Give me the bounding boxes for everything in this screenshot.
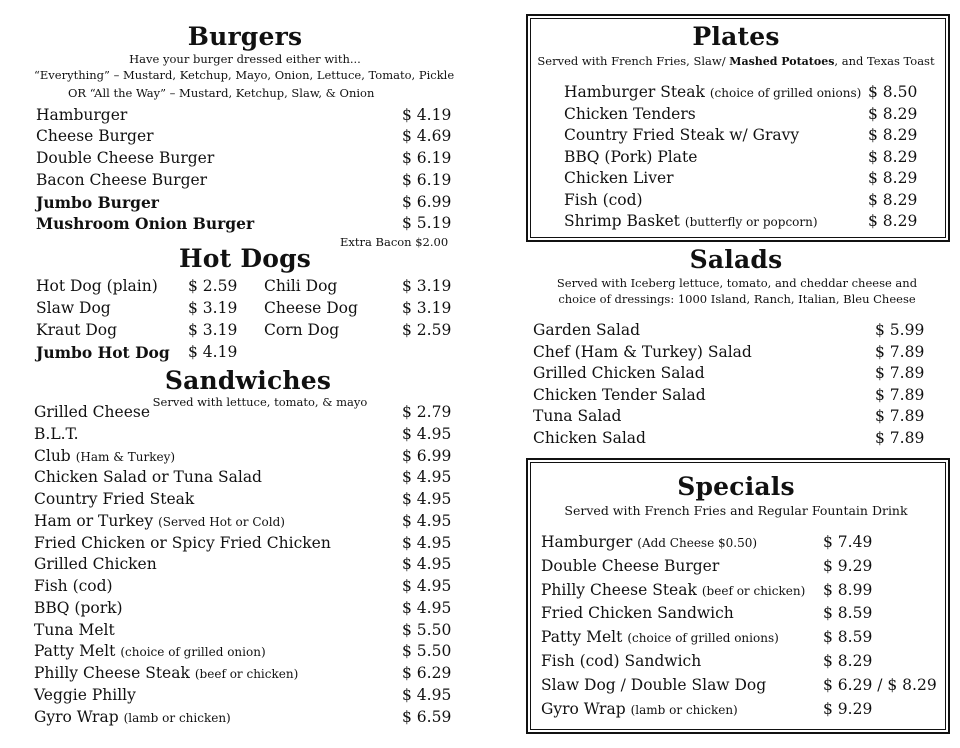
item-name: Philly Cheese Steak [34,664,190,682]
item-name: Jumbo Burger [36,193,159,212]
list-item [533,320,925,342]
item-price: $ 8.99 [823,580,873,599]
item-name: Chicken Liver [564,169,674,187]
item-price: $ 9.29 [823,699,873,718]
item-name: Hot Dog (plain) [36,277,158,295]
item-name: Grilled Cheese [34,403,151,421]
item-name: BBQ (Pork) Plate [564,147,698,166]
item-name: Veggie Philly [34,685,136,704]
item-name: Corn Dog [264,321,340,339]
item-price: $ 4.95 [402,468,452,487]
item-price: $ 2.79 [402,403,452,421]
item-price: $ 8.29 [868,104,918,123]
item-price: $ 3.19 [188,321,238,339]
item-name: Gyro Wrap [34,707,119,726]
item-name: Chicken Salad [533,429,646,447]
item-name: Country Fried Steak w/ Gravy [564,126,800,144]
list-item [541,699,873,722]
item-price: $ 4.95 [402,533,452,552]
list-item [533,428,925,450]
item-price: $ 6.19 [402,171,452,189]
item-price: $ 6.29 [402,664,452,682]
list-item [564,82,918,105]
burgers-note-2: “Everything” – Mustard, Ketchup, Mayo, Onion, Lettuce, Tomato, Pickle [34,68,455,82]
item-name: Chili Dog [264,277,338,295]
item-price: $ 8.29 [868,169,918,187]
list-item [564,147,918,169]
item-price: $ 5.50 [402,642,452,661]
item-price: $ 7.89 [875,364,925,383]
item-name: Mushroom Onion Burger [36,214,255,233]
item-name: Hamburger [541,533,633,551]
list-item [34,511,452,534]
item-detail: (butterfly or popcorn) [684,215,818,229]
item-name: BBQ (pork) [34,598,123,617]
list-item [34,467,452,489]
item-price: $ 8.59 [823,628,873,647]
list-item [541,532,873,555]
item-detail: (beef or chicken) [701,583,806,598]
item-price: $ 8.29 [868,126,918,144]
item-price: $ 2.59 [402,321,452,339]
item-name: Chicken Tenders [564,104,696,123]
item-price: $ 6.19 [402,149,452,167]
item-name: Gyro Wrap [541,699,626,718]
extra-bacon-note: Extra Bacon $2.00 [340,235,449,249]
item-price: $ 5.99 [875,321,925,339]
burgers-note-1: Have your burger dressed either with... [129,52,361,66]
item-price: $ 4.19 [188,343,238,361]
item-detail: (choice of grilled onions) [627,631,779,646]
list-item [34,554,452,576]
item-price: $ 3.19 [188,299,238,317]
plates-note-a: Served with French Fries, Slaw/ [537,54,730,68]
hotdogs-title: Hot Dogs [178,244,312,273]
item-price: $ 7.89 [875,385,925,404]
list-item [34,641,452,664]
list-item [36,276,238,298]
list-item [36,192,452,214]
item-detail: (Served Hot or Cold) [158,514,285,529]
list-item [541,627,873,650]
plates-note-c: , and Texas Toast [834,54,935,68]
item-name: Slaw Dog [36,299,111,317]
list-item [34,533,452,555]
item-name: Fish (cod) Sandwich [541,652,702,670]
list-item [36,126,452,148]
item-name: B.L.T. [34,424,79,443]
item-price: $ 7.89 [875,429,925,447]
item-name: Chicken Salad or Tuna Salad [34,468,262,487]
item-price: $ 3.19 [402,299,452,317]
list-item [541,603,873,625]
sandwiches-note: Served with lettuce, tomato, & mayo [152,395,368,409]
item-name: Hamburger Steak [564,83,705,101]
item-name: Grilled Chicken Salad [533,364,705,383]
item-name: Country Fried Steak [34,490,195,508]
item-name: Tuna Melt [34,620,115,639]
item-name: Kraut Dog [36,321,118,339]
item-name: Slaw Dog / Double Slaw Dog [541,675,767,694]
item-name: Cheese Burger [36,127,154,145]
item-name: Patty Melt [541,628,623,647]
salads-note-2: choice of dressings: 1000 Island, Ranch, Italian, Bleu Cheese [558,292,916,306]
list-item [564,168,918,190]
item-price: $ 4.95 [402,685,452,704]
list-item [34,489,452,511]
list-item [264,320,452,342]
list-item [36,170,452,192]
item-name: Philly Cheese Steak [541,580,697,599]
list-item [541,675,937,697]
salads-title: Salads [689,245,783,274]
item-detail: (lamb or chicken) [123,710,231,725]
list-item [34,663,452,686]
item-name: Club [34,446,71,465]
item-price: $ 8.29 [868,190,918,209]
item-price: $ 4.95 [402,424,452,443]
list-item [34,707,452,730]
item-detail: (choice of grilled onions) [709,86,862,100]
item-price: $ 4.95 [402,490,452,508]
list-item [533,363,925,385]
item-name: Fish (cod) [34,577,113,595]
list-item [34,424,452,446]
plates-note-b: Mashed Potatoes [729,55,835,68]
plates-note [536,53,936,70]
item-price: $ 8.50 [868,83,918,101]
list-item [264,298,452,320]
item-price: $ 8.29 [823,652,873,670]
item-price: $ 4.95 [402,555,452,574]
specials-title: Specials [677,472,795,501]
list-item [564,104,918,126]
item-name: Fish (cod) [564,190,643,209]
item-price: $ 3.19 [402,277,452,295]
item-detail: (beef or chicken) [194,667,299,681]
item-price: $ 4.19 [402,106,452,124]
item-detail: (Ham & Turkey) [75,449,176,464]
item-name: Cheese Dog [264,299,358,317]
list-item [533,342,925,364]
list-item [34,598,452,620]
list-item [34,576,452,598]
item-price: $ 6.99 [402,446,452,465]
list-item [34,685,452,707]
item-name: Hamburger [36,106,128,124]
burgers-title: Burgers [187,22,303,51]
item-price: $ 7.49 [823,533,873,551]
list-item [34,446,452,469]
burgers-note-3: OR “All the Way” – Mustard, Ketchup, Slaw, & Onion [68,86,375,100]
item-price: $ 6.99 [402,193,452,211]
list-item [541,651,873,673]
item-name: Double Cheese Burger [36,149,215,167]
item-detail: (choice of grilled onion) [120,645,266,660]
item-price: $ 6.29 / $ 8.29 [823,675,937,694]
item-name: Garden Salad [533,321,641,339]
list-item [533,406,925,428]
list-item [533,385,925,407]
item-name: Bacon Cheese Burger [36,171,208,189]
item-name: Fried Chicken Sandwich [541,604,734,623]
item-price: $ 4.95 [402,598,452,617]
list-item [36,148,452,170]
item-name: Chef (Ham & Turkey) Salad [533,342,752,361]
list-item [36,213,452,235]
item-name: Tuna Salad [533,407,622,426]
item-name: Patty Melt [34,642,116,661]
list-item [541,580,873,603]
item-price: $ 4.95 [402,511,452,530]
specials-note: Served with French Fries and Regular Fountain Drink [564,503,908,518]
item-price: $ 8.59 [823,604,873,623]
item-price: $ 7.89 [875,342,925,361]
list-item [564,190,918,212]
sandwiches-title: Sandwiches [164,366,332,395]
item-price: $ 8.29 [868,147,918,166]
item-name: Shrimp Basket [564,212,680,230]
item-price: $ 5.19 [402,214,452,232]
item-price: $ 7.89 [875,407,925,426]
salads-note-1: Served with Iceberg lettuce, tomato, and cheddar cheese and [556,276,918,290]
item-price: $ 4.69 [402,127,452,145]
list-item [36,320,238,342]
list-item [564,211,918,234]
item-detail: (Add Cheese $0.50) [637,536,758,550]
item-price: $ 9.29 [823,556,873,575]
list-item [264,276,452,298]
plates-title: Plates [692,22,780,51]
item-price: $ 5.50 [402,620,452,639]
list-item [36,298,238,320]
item-name: Fried Chicken or Spicy Fried Chicken [34,533,331,552]
list-item [34,620,452,642]
item-name: Grilled Chicken [34,555,157,574]
list-item [541,556,873,578]
item-price: $ 8.29 [868,212,918,230]
item-price: $ 6.59 [402,707,452,726]
item-name: Double Cheese Burger [541,556,720,575]
list-item [564,125,918,147]
list-item [36,342,238,364]
item-name: Jumbo Hot Dog [36,343,170,362]
item-price: $ 2.59 [188,277,238,295]
item-name: Chicken Tender Salad [533,385,706,404]
item-price: $ 4.95 [402,577,452,595]
item-name: Ham or Turkey [34,511,154,530]
list-item [36,105,452,127]
item-detail: (lamb or chicken) [630,702,738,717]
